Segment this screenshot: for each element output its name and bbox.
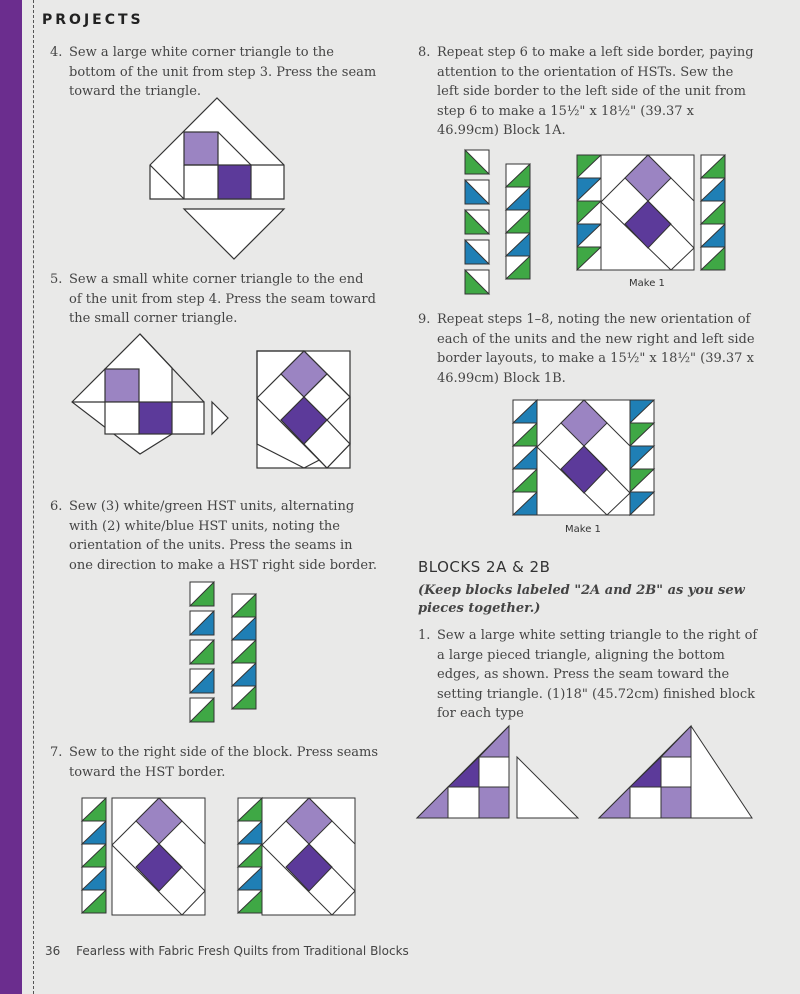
step5-diagram [70,334,360,474]
blocks-step-1: 1. Sew a large white setting triangle to the right of a large pieced triangle, aligning the bottom edges, as shown. Press the seam toward the setting triangle. (1)18" (45.72cm) finished block for each type [418,628,758,721]
blocks-2-diagram [417,726,757,820]
dashed-cut-line [33,0,34,994]
purple-side-bar [0,0,22,994]
page-number: 36 [45,944,61,958]
blocks-heading: BLOCKS 2A & 2B [418,558,551,576]
step9-diagram [513,400,658,540]
step8-diagram [465,150,727,290]
caption-make1-b: Make 1 [565,524,601,535]
book-title: Fearless with Fabric Fresh Quilts from Traditional Blocks [76,944,409,958]
step-4: 4. Sew a large white corner triangle to the bottom of the unit from step 3. Press the seam toward the triangle. [50,45,377,99]
step-7: 7. Sew to the right side of the block. Press seams toward the HST border. [50,745,379,780]
step7-diagram [82,798,362,918]
step6-hst-borders [190,582,260,724]
section-header: PROJECTS [42,12,144,28]
step-9: 9. Repeat steps 1–8, noting the new orientation of each of the units and the new right and left side border layouts, to make a 15½" x 18½" (39.37 x 46.99cm) Block 1B. [418,312,755,386]
page-footer [45,944,409,958]
blocks-note: (Keep blocks labeled "2A and 2B" as you sew pieces together.) [418,583,745,616]
step-6: 6. Sew (3) white/green HST units, alternating with (2) white/blue HST units, noting the orientation of the units. Press the seams in one direction to make a HST right side border. [50,499,377,573]
step-5: 5. Sew a small white corner triangle to the end of the unit from step 4. Press the seam toward the small corner triangle. [50,272,376,326]
caption-make1-a: Make 1 [629,278,665,289]
step4-diagram [150,98,290,260]
step-8: 8. Repeat step 6 to make a left side border, paying attention to the orientation of HSTs. Sew the left side border to the left side of the unit from step 6 to make a 15½" x 18½" (39.37 x 46.99cm) Block 1A. [418,45,754,138]
